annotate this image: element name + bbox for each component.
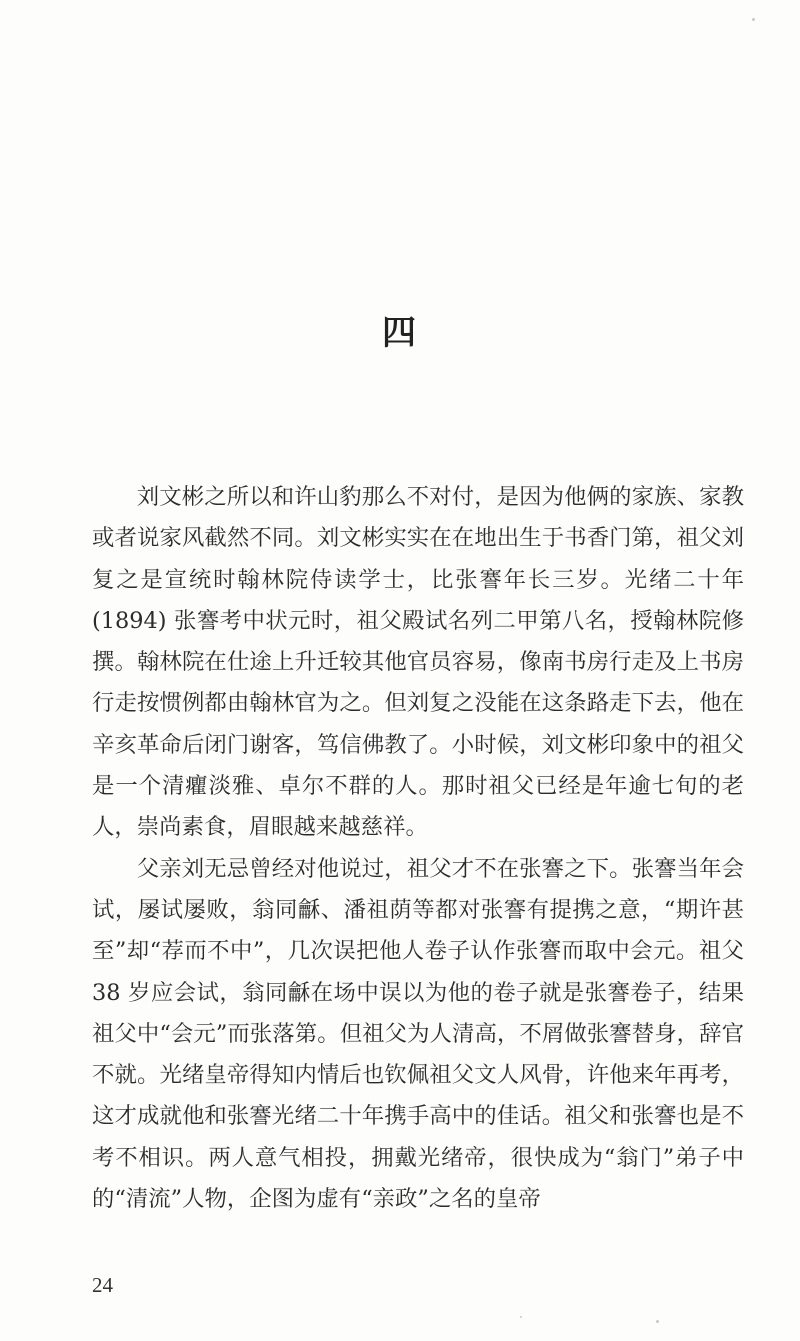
paragraph-2: 父亲刘无忌曾经对他说过，祖父才不在张謇之下。张謇当年会试，屡试屡败，翁同龢、潘祖荫等都对张謇有提携之意，“期许甚至”却“荐而不中”，几次误把他人卷子认作张謇而取中会元。祖父 38 岁应会试，翁同龢在场中误以为他的卷子就是张謇卷子，结果祖父中“会元”而张落第。但祖父为人清高，不屑做张謇替身，辞官不就。光绪皇帝得知内情后也钦佩祖父文人风骨，许他来年再考，这才成就他和张謇光绪二十年携手高中的佳话。祖父和张謇也是不考不相识。两人意气相投，拥戴光绪帝，很快成为“翁门”弟子中的“清流”人物，企图为虚有“亲政”之名的皇帝 [92,855,744,1213]
paragraph-1: 刘文彬之所以和许山豹那么不对付，是因为他俩的家族、家教或者说家风截然不同。刘文彬实实在在地出生于书香门第，祖父刘复之是宣统时翰林院侍读学士，比张謇年长三岁。光绪二十年(1894) 张謇考中状元时，祖父殿试名列二甲第八名，授翰林院修撰。翰林院在仕途上升迁较其他官员容易，像南书房行走及上书房行走按惯例都由翰林官为之。但刘复之没能在这条路走下去，他在辛亥革命后闭门谢客，笃信佛教了。小时候，刘文彬印象中的祖父是一个清癯淡雅、卓尔不群的人。那时祖父已经是年逾七旬的老人，崇尚素食，眉眼越来越慈祥。 [92,484,744,841]
scan-speck [752,18,755,21]
body-text [92,477,744,1220]
chapter-heading: 四 [382,313,418,353]
page-number: 24 [92,1273,113,1297]
scan-speck [520,1316,522,1318]
scan-speck [656,1320,659,1323]
